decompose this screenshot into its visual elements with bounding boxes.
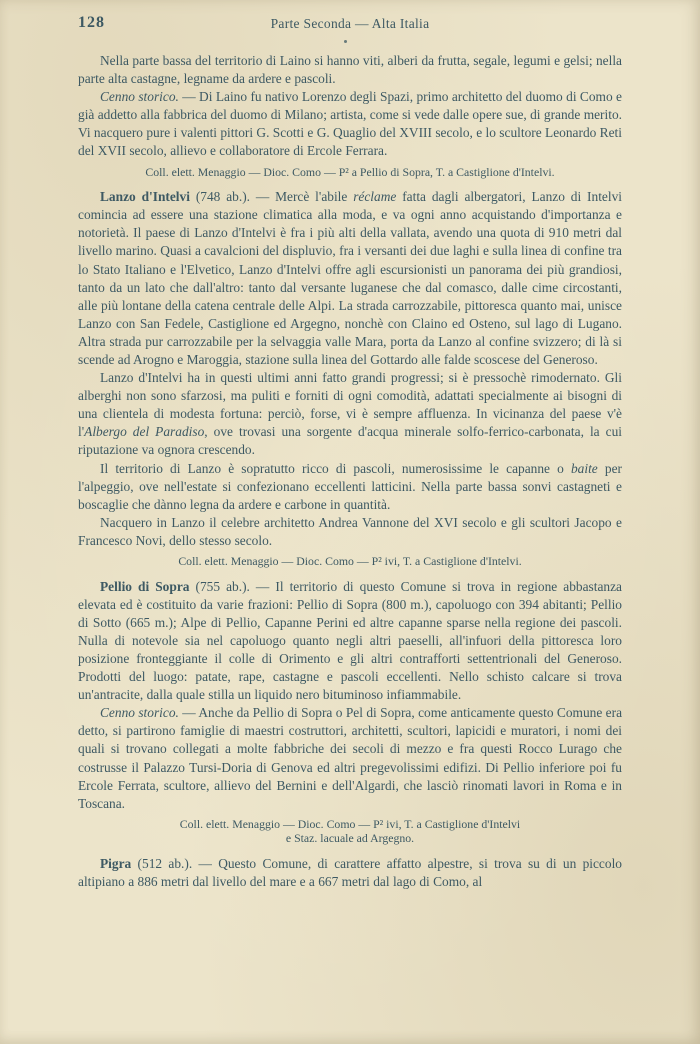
ink-dot — [344, 40, 347, 43]
page-number: 128 — [78, 14, 105, 31]
paragraph-lanzo-territory — [78, 460, 622, 514]
paragraph-text: Nella parte bassa del territorio di Laino si hanno viti, alberi da frutta, segale, legumi e gelsi; nella parte alta castagne, legname da ardere e pascoli. — [78, 53, 622, 87]
paragraph-text: Nacquero in Lanzo il celebre architetto Andrea Vannone del XVI secolo e gli scultori Jacopo e Francesco Novi, dello stesso secolo. — [78, 514, 622, 548]
paragraph-text: (755 ab.). — Il territorio di questo Comune si trova in regione abbastanza elevata ed è costituito da varie frazioni: Pellio di Sopra (800 m.), capoluogo con 394 abitanti; Pellio di Sotto (665 m.); Alpe di Pellio, Capanne Perini ed altre capanne sparse nella regione dei pascoli. Nulla di notevole sia nel capoluogo quanto negli altri paeselli, all'infuori della pittoresca loro posizione fronteggiante il colle di Orimento e gli altri contrafforti settentrionali del Generoso. Prodotti del luogo: patate, rape, castagne e pascoli eccellenti. Nello schisto calcare si trova un'antracite, dalla quale stilla un liquido nero bituminoso infiammabile. — [78, 578, 622, 703]
paragraph-laino-products — [78, 52, 622, 88]
paragraph-cenno-storico-laino — [78, 88, 622, 160]
paragraph-text: fatta dagli albergatori, Lanzo di Intelvi comincia ad essere una stazione climatica alla moda, e va ogni anno acquistando d'importanza e notorietà. Il paese di Lanzo d'Intelvi è fra i più alti della vallata, avendo una quota di 910 metri dal livello marino. Quasi a cavalcioni del displuvio, fra i versanti dei due laghi e sulla linea di confine tra lo Stato Italiano e l'Elvetico, Lanzo d'Intelvi offre agli escursionisti un panorama dei più grandiosi, tanto da un lato che dall'altro: tanto dal versante luganese che dal comasco, dalle cime circostanti, alle più lontane della catena centrale delle Alpi. La strada carrozzabile, pittoresca quanto mai, unisce Lanzo con San Fedele, Castiglione ed Argegno, nonchè con Claino ed Osteno, sul lago di Lugano. Altra strada pur carrozzabile per la selvaggia valle Mara, porta da Lanzo al confine svizzero; di là si scende ad Arogno e Maroggia, stazione sulla linea del Gottardo alle falde scoscese del Generoso. — [78, 189, 622, 367]
cenno-storico-label: Cenno storico. — [100, 89, 179, 105]
paragraph-text: Lanzo d'Intelvi ha in questi ultimi anni fatto grandi progressi; si è pressochè rimodernato. Gli alberghi non sono sfarzosi, ma puliti e forniti di ogni comodità, adattati specialmente ai bisogni di una clientela di modesta fortuna: perciò, forse, vi è sempre affluenza. In vicinanza del paese v'è l' — [78, 370, 622, 440]
paragraph-text: (512 ab.). — Questo Comune, di carattere affatto alpestre, si trova su di un piccolo altipiano a 886 metri dal livello del mare e a 667 metri dal lago di Como, al — [78, 856, 622, 890]
paragraph-text: — Di Laino fu nativo Lorenzo degli Spazi, primo architetto del duomo di Como e già addetto alla fabbrica del duomo di Milano; artista, come si vede dalle opere sue, di grande merito. Vi nacquero pure i valenti pittori G. Scotti e G. Quaglio del XVIII secolo, e lo scultore Leonardo Reti del XVII secolo, allievo e collaboratore di Ercole Ferrara. — [78, 89, 622, 159]
paragraph-text-italic: réclame — [353, 189, 397, 205]
paragraph-text: Il territorio di Lanzo è sopratutto ricco di pascoli, numerosissime le capanne o — [100, 460, 571, 476]
paragraph-text: (748 ab.). — Mercè l'abile — [189, 189, 354, 205]
text-block — [78, 52, 622, 891]
paragraph-text: , ove trovasi una sorgente d'acqua minerale solfo-ferrico-carbonata, la cui riputazione va ognora crescendo. — [78, 424, 623, 458]
section-title-pellio: Pellio di Sopra — [100, 578, 190, 594]
paragraph-text: per l'alpeggio, ove nell'estate si confezionano eccellenti latticini. Nella parte bassa sonvi castagneti e boscaglie che dànno legna da ardere e carbone in quantità. — [78, 460, 622, 512]
paragraph-section-pigra — [78, 855, 622, 891]
paragraph-text: — Anche da Pellio di Sopra o Pel di Sopra, come anticamente questo Comune era detto, si partirono famiglie di maestri costruttori, architetti, scultori, lapicidi e muratori, i nomi dei quali si trovano collegati a molte fabbriche dei secoli di mezzo e fra questi Rocco Lurago che costrusse il Palazzo Tursi-Doria di Genova ed altri pregevolissimi edifizi. Di Pellio inferiore poi fu Ercole Ferrata, scultore, allievo del Bernini e dell'Algardi, che lasciò rinomati lavori in Roma e in Toscana. — [78, 705, 623, 811]
paragraph-section-pellio — [78, 578, 622, 705]
section-title-lanzo: Lanzo d'Intelvi — [100, 189, 190, 205]
paragraph-text-italic: Albergo del Paradiso — [84, 424, 205, 440]
section-title-pigra: Pigra — [100, 856, 132, 872]
note-line: Coll. elett. Menaggio — Dioc. Como — P² ivi, T. a Castiglione d'Intelvi — [179, 816, 521, 831]
collegio-note-lanzo — [78, 554, 622, 569]
note-line: Coll. elett. Menaggio — Dioc. Como — P² ivi, T. a Castiglione d'Intelvi. — [178, 554, 522, 569]
paragraph-lanzo-hotels — [78, 369, 622, 459]
running-title: Parte Seconda — Alta Italia — [270, 16, 430, 31]
paragraph-section-lanzo — [78, 188, 622, 369]
note-line: Coll. elett. Menaggio — Dioc. Como — P² a Pellio di Sopra, T. a Castiglione d'Intelvi. — [145, 164, 555, 179]
paragraph-cenno-storico-pellio — [78, 704, 622, 813]
paragraph-lanzo-natives — [78, 514, 622, 550]
collegio-note-laino — [78, 165, 622, 180]
note-line: e Staz. lacuale ad Argegno. — [285, 831, 415, 846]
page-header — [78, 14, 622, 38]
collegio-note-pellio — [78, 817, 622, 846]
cenno-storico-label: Cenno storico. — [100, 705, 179, 721]
paragraph-text-italic: baite — [570, 460, 598, 476]
